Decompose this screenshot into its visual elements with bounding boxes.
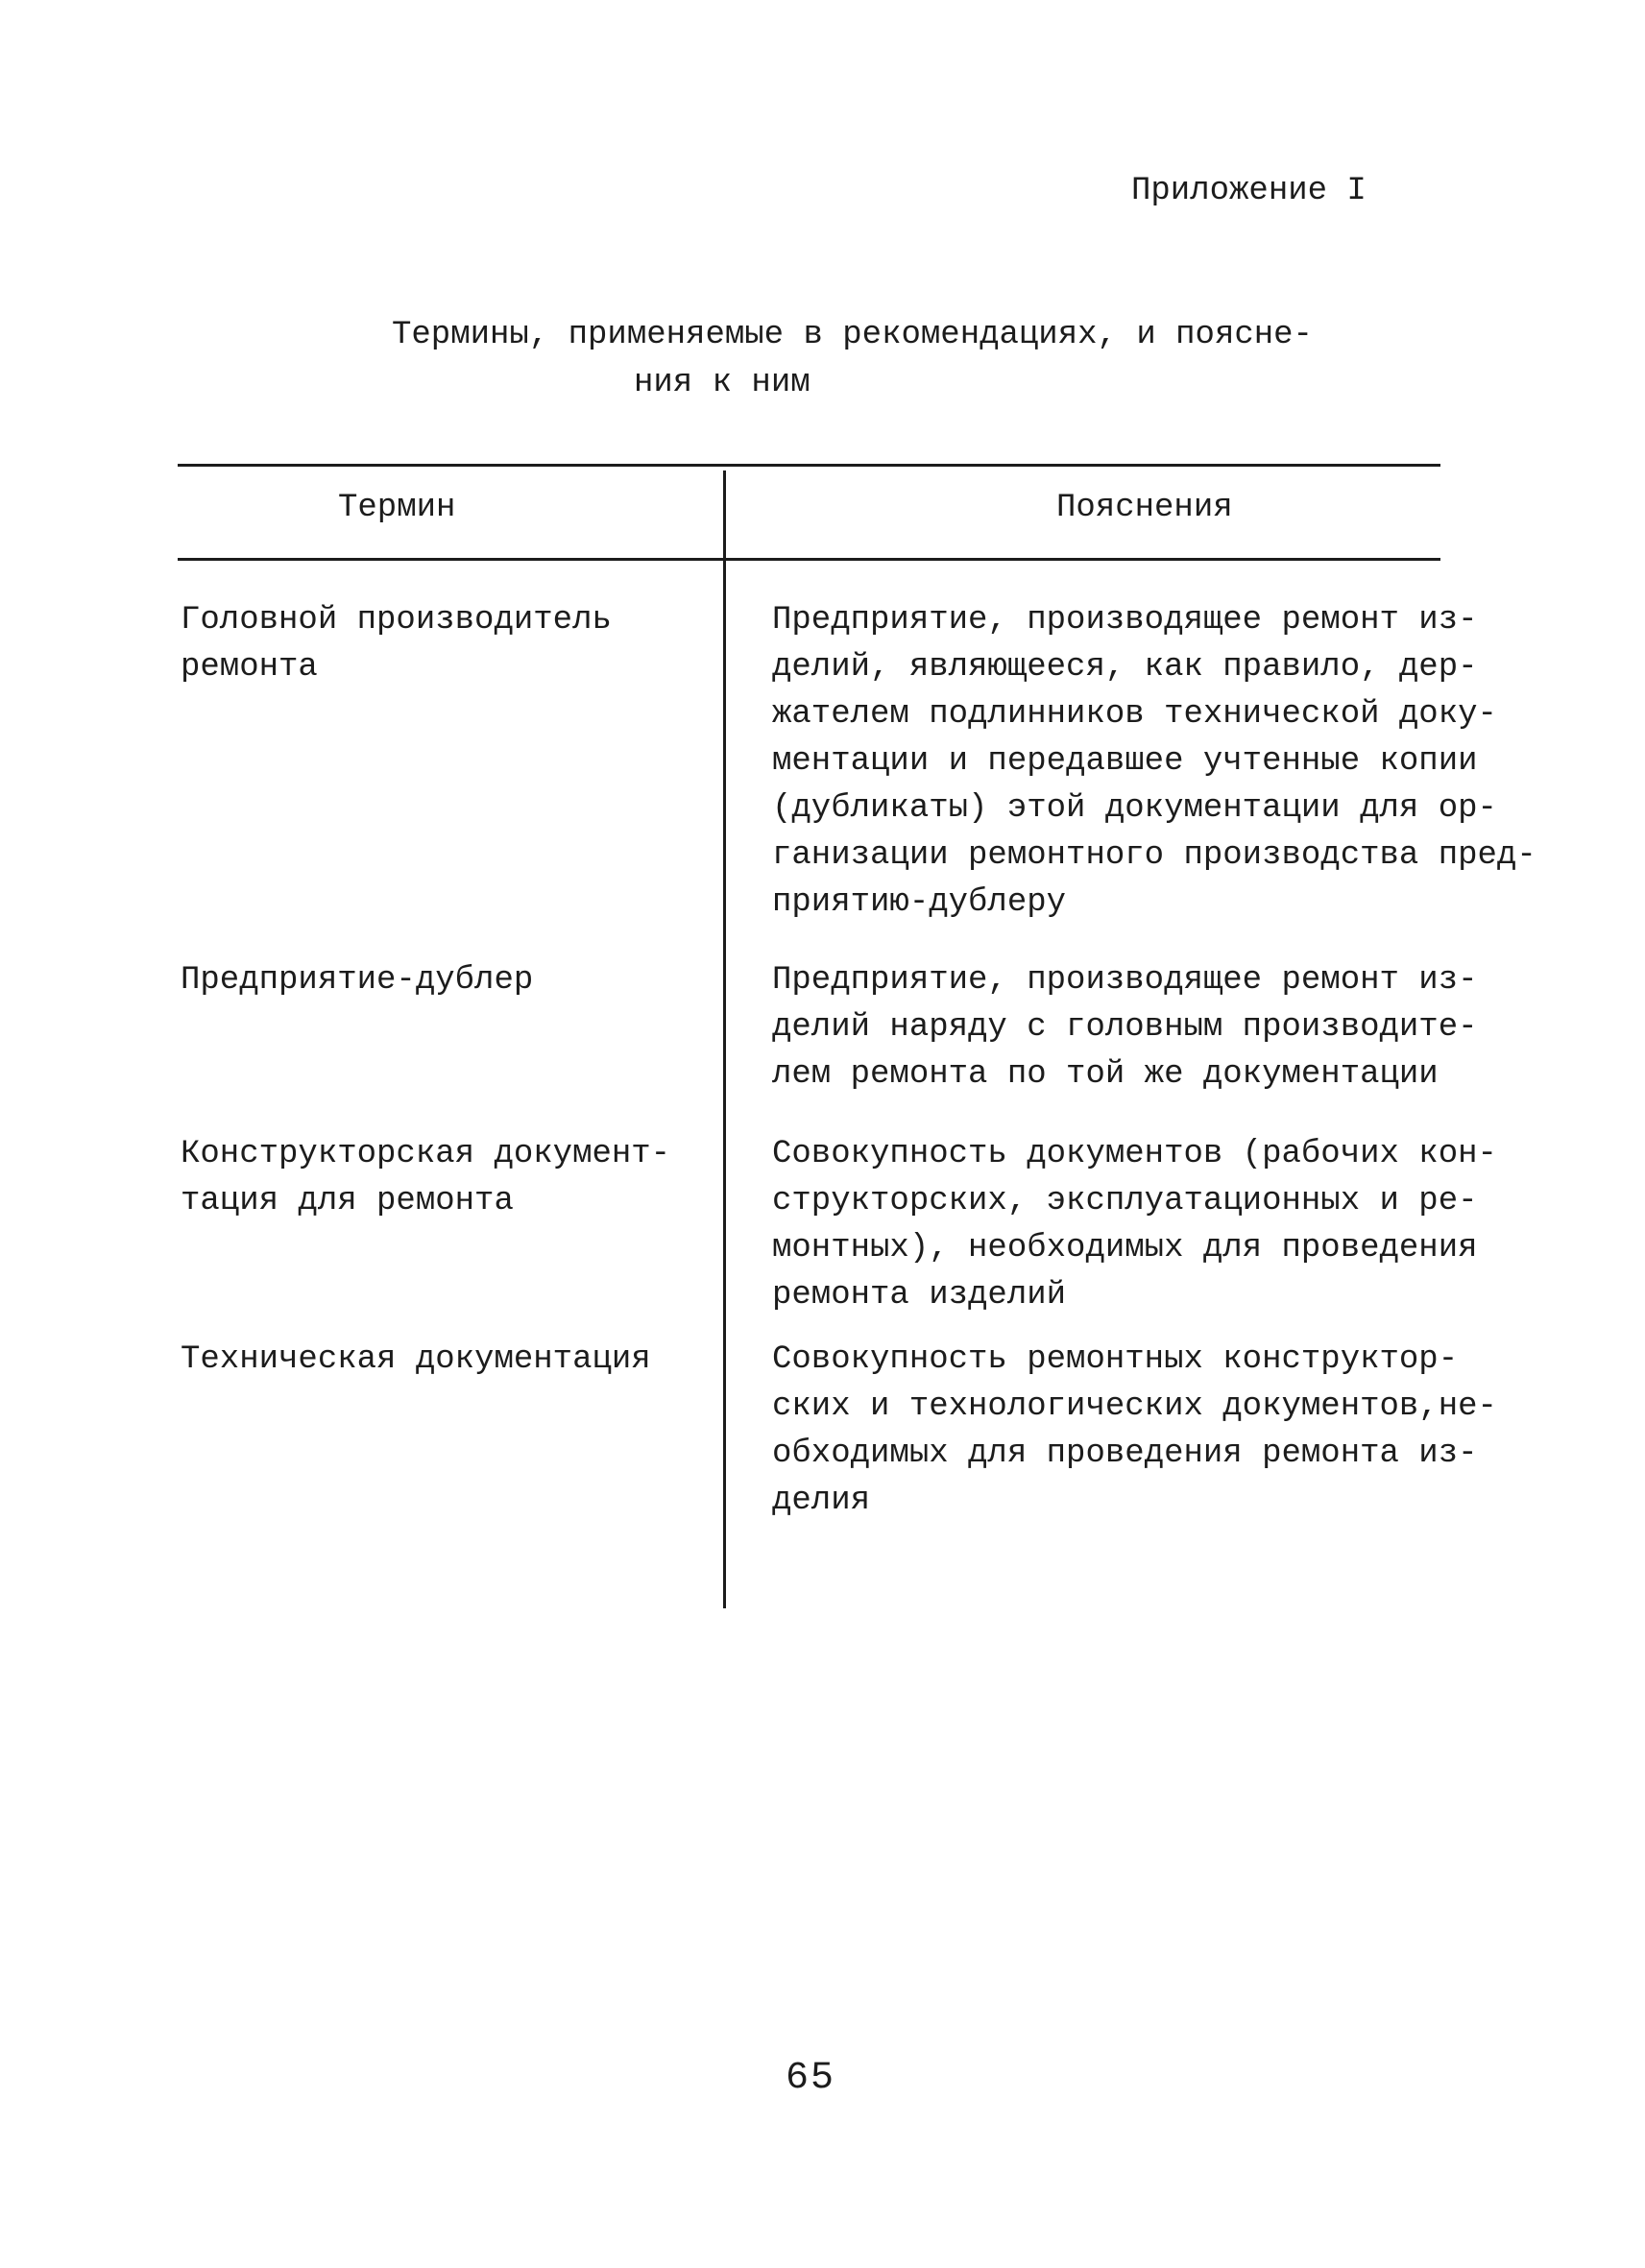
table-row-4-term: Техническая документация: [181, 1341, 651, 1378]
table-row-3-explanation: Совокупность документов (рабочих кон- структорских, эксплуатационных и ре- монтных), необходимых для проведения ремонта изделий: [772, 1136, 1497, 1314]
page-title-line-1: Термины, применяемые в рекомендациях, и поясне-: [392, 317, 1313, 353]
column-header-term: Термин: [338, 490, 456, 526]
table-row-3-term: Конструкторская документ- тация для ремонта: [181, 1136, 671, 1219]
table-row-1-explanation: Предприятие, производящее ремонт из- делий, являющееся, как правило, дер- жателем подлинников технической доку- ментации и передавшее учтенные копии (дубликаты) этой документации для ор- ганизации ремонтного производства пред- приятию-дублеру: [772, 602, 1536, 921]
page-number: 65: [786, 2057, 836, 2100]
table-row-1-term: Головной производитель ремонта: [181, 602, 612, 686]
table-top-rule: [178, 464, 1440, 467]
appendix-label: Приложение I: [1131, 173, 1367, 209]
table-column-divider: [723, 470, 726, 1608]
table-row-2-term: Предприятие-дублер: [181, 962, 534, 999]
column-header-explanation: Пояснения: [1056, 490, 1233, 526]
page-title-line-2: ния к ним: [634, 365, 810, 401]
table-row-2-explanation: Предприятие, производящее ремонт из- делий наряду с головным производите- лем ремонта по той же документации: [772, 962, 1478, 1093]
table-header-rule: [178, 558, 1440, 561]
table-row-4-explanation: Совокупность ремонтных конструктор- ских и технологических документов,не- обходимых для проведения ремонта из- делия: [772, 1341, 1497, 1519]
